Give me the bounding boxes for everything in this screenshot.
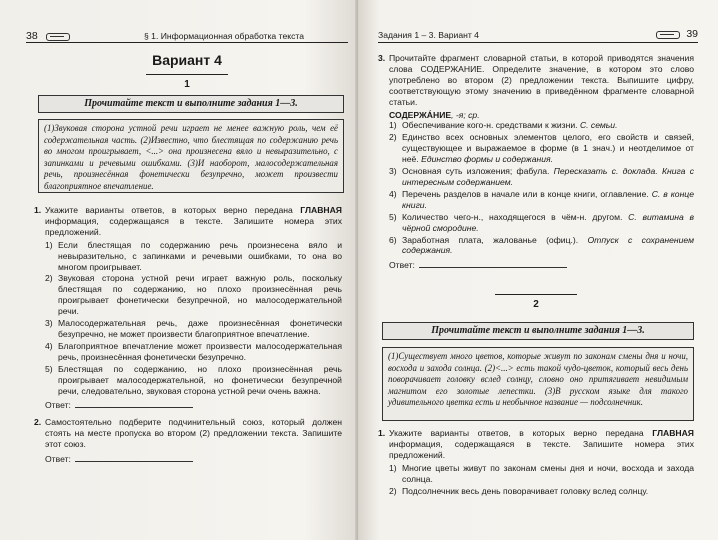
meaning-text: Основная суть изложения; фабула. <box>402 166 554 177</box>
right-tasks-lower <box>378 428 694 497</box>
answer-line <box>378 260 694 271</box>
task-text: Прочитайте фрагмент словарной статьи, в которой приводятся значения слова СОДЕРЖАНИЕ. Определите значение, в котором это слово употреблено во втором (2) предложении текста. Выпишите цифру, соответствующую этому значению в приведённом фрагменте словарной статьи. <box>389 53 694 107</box>
answer-label: Ответ: <box>45 454 71 465</box>
answer-field[interactable] <box>75 400 193 408</box>
meaning-example: С. витамина в чёрной смородине. <box>402 211 694 233</box>
block-number-label: 1 <box>184 79 190 90</box>
variant-title: Вариант 4 <box>152 52 222 68</box>
right-page-number: 39 <box>686 28 698 40</box>
left-page <box>0 0 358 540</box>
block-number-rule <box>495 294 577 295</box>
block-number-label: 2 <box>533 299 539 310</box>
pointing-hand-icon <box>46 33 70 41</box>
passage-box: (1)Существует много цветов, которые живут по законам смены дня и ночи, восхода и захода солнца. (2)<...> есть такой чудо-цветок, который весь день поворачивает головку вслед солнцу, словно оно притягивает невидимым магнитом его золотые лепестки. (3)В русском языке для такого удивительного цветка есть и необычное название — подсолнечник. <box>382 347 694 421</box>
task-text: Укажите варианты ответов, в которых верно передана <box>45 205 301 215</box>
dictionary-word: СОДЕРЖА́НИЕ <box>389 109 452 120</box>
block-number-1 <box>26 74 348 90</box>
answer-field[interactable] <box>419 260 567 268</box>
meaning-number: 4) <box>389 188 397 199</box>
task-number: 1. <box>34 205 42 215</box>
option-number: 4) <box>45 340 53 351</box>
task-1 <box>378 428 694 461</box>
option-text: Блестящая по содержанию, но плохо произнесённая речь проигрывает малосодержательной, но фонетически безупречной речи, следовательно, звуковая сторона устной речи очень важна. <box>58 363 342 396</box>
meaning-text: Единство всех основных элементов целого, его свойств и связей, существующее и выражаемое в форме (в 1 знач.) и неотделимое от неё. <box>402 132 694 165</box>
dictionary-meaning <box>378 235 694 257</box>
right-tasks <box>378 53 694 277</box>
option-number: 3) <box>45 318 53 329</box>
answer-label: Ответ: <box>389 260 415 271</box>
option-text: Малосодержательная речь, даже произнесённая фонетически безупречно, не может произвести благоприятное впечатление. <box>58 318 342 339</box>
left-tasks <box>34 205 342 471</box>
option <box>378 463 694 485</box>
task-text: Самостоятельно подберите подчинительный союз, который должен стоять на месте пропуска во втором (2) предложении текста. Запишите этот союз. <box>45 417 342 450</box>
option-text: Многие цветы живут по законам смены дня и ночи, восхода и захода солнца. <box>402 462 694 484</box>
task-2 <box>34 417 342 450</box>
option <box>34 364 342 397</box>
meaning-text: Перечень разделов в начале или в конце книги, оглавление. <box>402 188 652 199</box>
task-1 <box>34 205 342 238</box>
task-number: 1. <box>378 428 386 438</box>
right-running-header <box>378 30 698 40</box>
meaning-example: С. в конце книги. <box>402 188 694 210</box>
meaning-text: Обеспечивание кого-н. средствами к жизни. <box>402 120 580 131</box>
option-text: Звуковая сторона устной речи играет важную роль, поскольку блестящая по содержанию, но плохо произнесённая речь проигрывает фонетически безупречной, но малосодержательной речи. <box>58 273 342 317</box>
option-text: Подсолнечник весь день поворачивает головку вслед солнцу. <box>402 485 649 496</box>
option-number: 1) <box>45 239 53 250</box>
right-header-rule <box>378 42 698 43</box>
passage-box: (1)Звуковая сторона устной речи играет не менее важную роль, чем её содержательная часть. (2)Известно, что блестящая по содержанию речь во многом проигрывает, <...> она произнесена вяло и невыразительно, с запинками и речевыми ошибками. (3)И наоборот, малосодержательная речь, произнесённая фонетически безупречно, может произвести благоприятное впечатление. <box>38 119 344 193</box>
dictionary-meaning <box>378 212 694 234</box>
dictionary-headword <box>378 110 694 121</box>
instruction-box: Прочитайте текст и выполните задания 1—3. <box>382 322 694 340</box>
meaning-text: Заработная плата, жалованье (офиц.). <box>402 234 588 245</box>
block-number-rule <box>146 74 228 75</box>
dictionary-grammar: , -я; ср. <box>451 109 480 120</box>
option-number: 1) <box>389 462 397 473</box>
option-number: 2) <box>389 485 397 496</box>
dictionary-meaning <box>378 189 694 211</box>
left-header-title: § 1. Информационная обработка текста <box>144 31 304 41</box>
instruction-box: Прочитайте текст и выполните задания 1—3. <box>38 95 344 113</box>
right-page-number-wrap <box>656 28 698 40</box>
answer-line <box>34 400 342 411</box>
left-page-number: 38 <box>26 30 38 42</box>
dictionary-meaning <box>378 120 694 131</box>
option-text: Благоприятное впечатление может произвести малосодержательная речь, произнесённая фонетически безупречно. <box>58 340 342 362</box>
task-text-bold: ГЛАВНАЯ <box>652 428 694 438</box>
option <box>34 273 342 317</box>
meaning-example: Пересказать с. доклада. Книга с интересным содержанием. <box>402 166 694 187</box>
left-header-rule <box>26 42 348 43</box>
dictionary-meaning <box>378 166 694 188</box>
option <box>378 486 694 497</box>
task-number: 3. <box>378 53 386 63</box>
option-number: 2) <box>45 273 53 284</box>
option <box>34 318 342 340</box>
left-running-header <box>26 30 304 42</box>
task-text-end: информация, содержащаяся в тексте. Запишите номера этих предложений. <box>389 438 694 460</box>
dictionary-meaning <box>378 132 694 165</box>
meaning-text: Количество чего-н., находящегося в чём-н. другом. <box>402 211 629 222</box>
meaning-example: С. семьи. <box>579 120 618 131</box>
answer-label: Ответ: <box>45 400 71 411</box>
task-number: 2. <box>34 417 42 428</box>
block-number-2 <box>378 294 694 310</box>
meaning-number: 3) <box>389 166 397 177</box>
meaning-number: 5) <box>389 211 397 222</box>
task-3 <box>378 53 694 108</box>
answer-line <box>34 454 342 465</box>
right-header-title: Задания 1 – 3. Вариант 4 <box>378 30 479 40</box>
meaning-example: Отпуск с сохранением содержания. <box>402 234 694 256</box>
option <box>34 240 342 273</box>
meaning-example: Единство формы и содержания. <box>421 154 553 165</box>
option-number: 5) <box>45 363 53 374</box>
task-text: Укажите варианты ответов, в которых верно передана <box>389 428 653 438</box>
meaning-number: 2) <box>389 132 397 143</box>
answer-field[interactable] <box>75 454 193 462</box>
task-text-bold: ГЛАВНАЯ <box>300 205 342 215</box>
right-page <box>358 0 718 540</box>
pointing-hand-icon <box>656 31 680 39</box>
option-text: Если блестящая по содержанию речь произнесена вяло и невыразительно, с запинками и речевыми ошибками, то она во многом проигрывает. <box>58 239 342 272</box>
meaning-number: 6) <box>389 234 397 245</box>
option <box>34 341 342 363</box>
meaning-number: 1) <box>389 120 397 131</box>
task-text-end: информация, содержащаяся в тексте. Запишите номера этих предложений. <box>45 215 342 237</box>
